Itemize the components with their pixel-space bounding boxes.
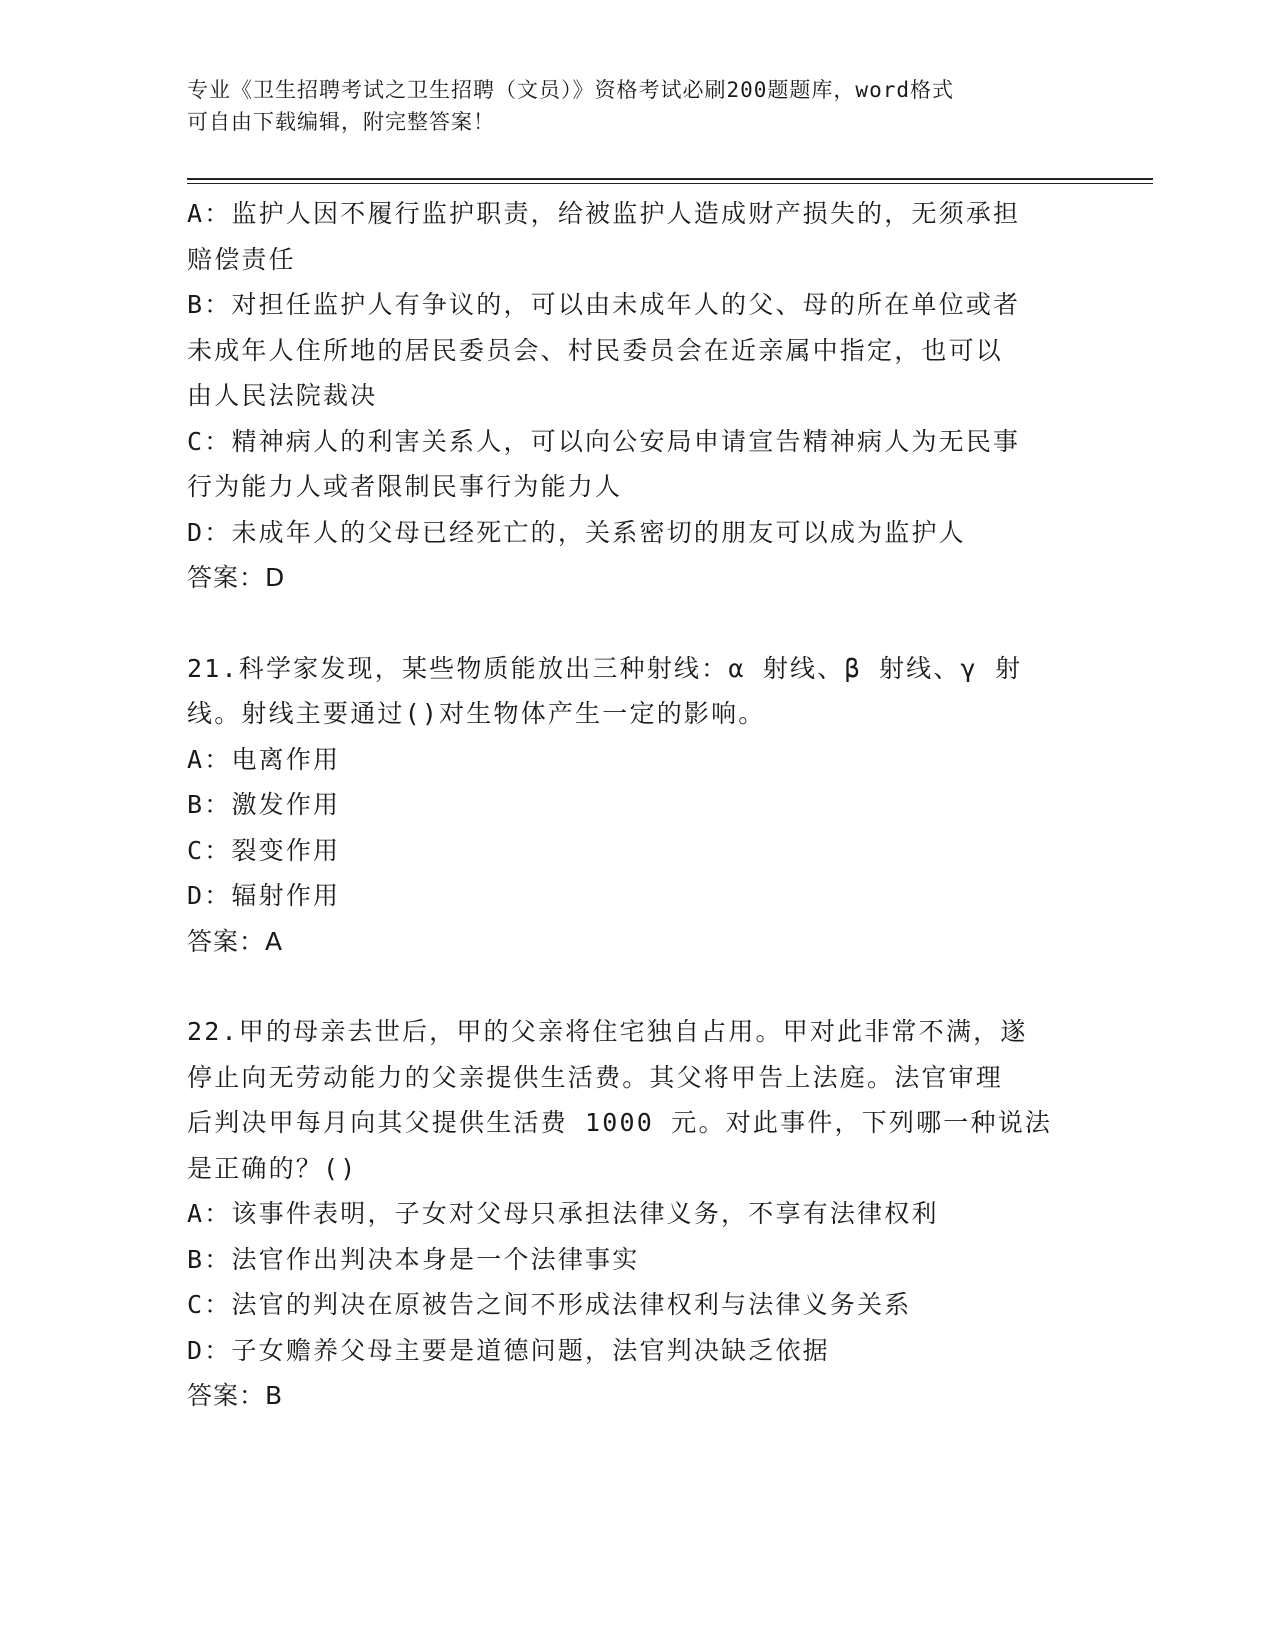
option-text-line: 行为能力人或者限制民事行为能力人 (187, 472, 623, 501)
prev-question-block (187, 191, 1072, 601)
option-c: C：法官的判决在原被告之间不形成法律权利与法律义务关系 (187, 1290, 912, 1319)
header-title-line-2: 可自由下载编辑，附完整答案！ (187, 110, 495, 134)
option-c (187, 419, 1072, 510)
option-d: D：未成年人的父母已经死亡的，关系密切的朋友可以成为监护人 (187, 517, 966, 547)
option-text-line: 未成年人住所地的居民委员会、村民委员会在近亲属中指定，也可以 (187, 335, 1004, 365)
option-text-line: C：精神病人的利害关系人，可以向公安局申请宣告精神病人为无民事 (187, 426, 1021, 456)
option-text-line: 由人民法院裁决 (187, 381, 378, 410)
question-stem (187, 1009, 1072, 1191)
option-text-line: A：监护人因不履行监护职责，给被监护人造成财产损失的，无须承担 (187, 199, 1021, 228)
question-spacer (187, 964, 1072, 1009)
option-a: A：该事件表明，子女对父母只承担法律义务，不享有法律权利 (187, 1199, 939, 1228)
option-a (187, 191, 1072, 282)
question-21-block (187, 646, 1072, 965)
stem-line: 线。射线主要通过()对生物体产生一定的影响。 (187, 699, 766, 728)
document-header (187, 74, 1067, 138)
question-22-block (187, 1009, 1072, 1419)
header-divider-thin (187, 183, 1153, 184)
question-spacer (187, 601, 1072, 646)
header-divider-thick (187, 178, 1153, 180)
stem-line: 22.甲的母亲去世后，甲的父亲将住宅独自占用。甲对此非常不满，遂 (187, 1017, 1028, 1046)
stem-line: 后判决甲每月向其父提供生活费 1000 元。对此事件，下列哪一种说法 (187, 1108, 1053, 1137)
option-b: B：法官作出判决本身是一个法律事实 (187, 1244, 640, 1274)
question-content (187, 191, 1072, 1419)
option-b (187, 282, 1072, 419)
stem-line: 21.科学家发现，某些物质能放出三种射线：α 射线、β 射线、γ 射 (187, 653, 1023, 683)
option-c: C：裂变作用 (187, 835, 341, 865)
option-text-line: B：对担任监护人有争议的，可以由未成年人的父、母的所在单位或者 (187, 290, 1021, 319)
stem-line: 是正确的？() (187, 1153, 358, 1183)
answer-label: 答案：B (187, 1381, 284, 1410)
option-b: B：激发作用 (187, 790, 341, 819)
stem-line: 停止向无劳动能力的父亲提供生活费。其父将甲告上法庭。法官审理 (187, 1062, 1004, 1092)
option-d: D：子女赡养父母主要是道德问题，法官判决缺乏依据 (187, 1335, 830, 1365)
header-title-line-1: 专业《卫生招聘考试之卫生招聘（文员）》资格考试必刷200题题库，word格式 (187, 78, 954, 102)
question-stem (187, 646, 1072, 737)
answer-label: 答案：A (187, 926, 284, 956)
option-a: A：电离作用 (187, 744, 341, 774)
answer-label: 答案：D (187, 563, 286, 592)
option-text-line: 赔偿责任 (187, 244, 296, 274)
option-d: D：辐射作用 (187, 881, 341, 910)
